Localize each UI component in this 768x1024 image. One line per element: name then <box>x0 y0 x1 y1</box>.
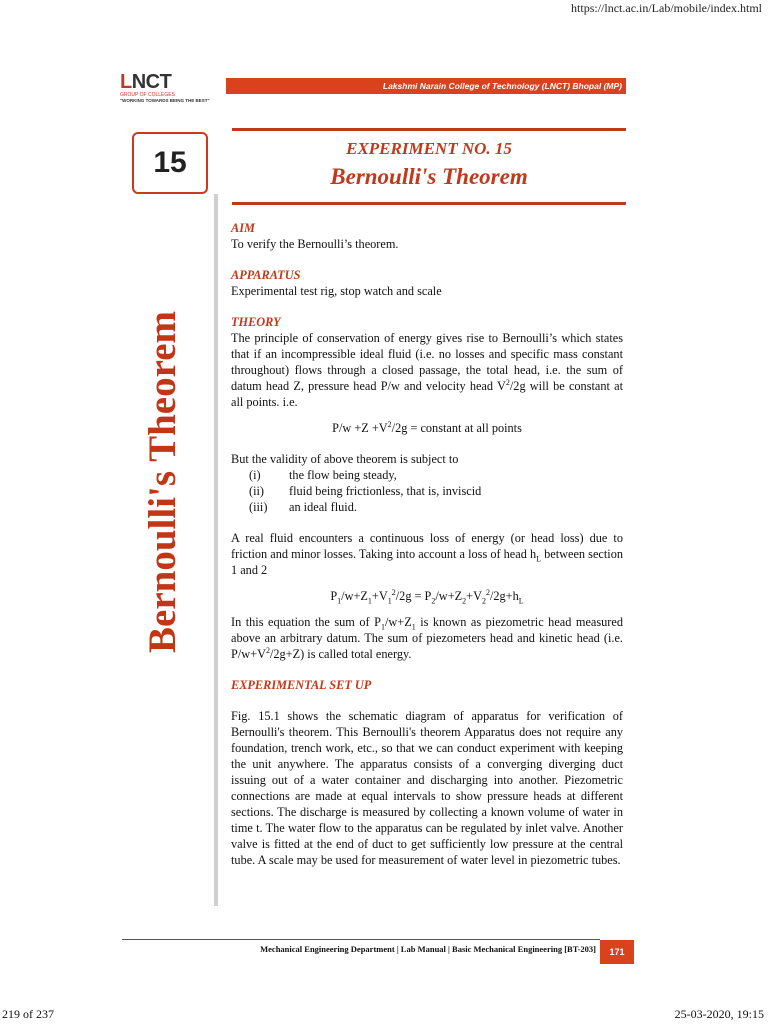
title-rule-bottom <box>232 202 626 205</box>
theory-heading: THEORY <box>231 315 281 329</box>
apparatus-heading: APPARATUS <box>231 268 301 282</box>
logo-tagline: "WORKING TOWARDS BEING THE BEST" <box>120 98 210 103</box>
experiment-title: Bernoulli's Theorem <box>330 164 528 189</box>
bernoulli-equation: $P/w +Z +V^2/2g$ = constant at all points <box>332 419 522 435</box>
footer-rule <box>122 939 600 940</box>
page-counter: 219 of 237 <box>2 1007 54 1021</box>
aim-text: To verify the Bernoulli’s theorem. <box>231 237 399 251</box>
main-content <box>231 220 623 868</box>
lnct-logo <box>120 72 228 106</box>
theory-paragraph-3: In this equation the sum of $P_1/w+Z_1$ is known as piezometric head measured above an arbitrary datum. The sum of piezometers head and kinetic head (i.e. $P/w+V^2/2g+Z$) is called total energy. <box>231 615 624 661</box>
side-vertical-title: Bernoulli's Theorem <box>141 311 184 653</box>
experiment-number-badge: 15 <box>132 132 208 194</box>
footer-department-text: Mechanical Engineering Department | Lab Manual | Basic Mechanical Engineering [BT-203] <box>260 944 596 954</box>
setup-paragraph: Fig. 15.1 shows the schematic diagram of apparatus for verification of Bernoulli's theorem. This Bernoulli's theorem Apparatus does not require any foundation, trench work, etc., so that we can conduct experiment with keeping the unit anywhere. The apparatus consists of a converging diverging duct issuing out of a water container and discharging into another. Piezometric connections are made at equal intervals to show pressure heads at different sections. The discharge is measured by collecting a known volume of water in time t. The water flow to the apparatus can be regulated by inlet valve. Another valve is fitted at the end of duct to get sufficiently low pressure at the central tube. A scale may be used for measurement of water level in piezometric tubes. <box>231 709 623 867</box>
list-item: (ii) fluid being frictionless, that is, inviscid <box>249 484 482 498</box>
head-loss-equation: $P_1/w+Z_1+V_1^2/2g = P_2/w+Z_2+V_2^2/2g+h_L$ <box>330 587 524 606</box>
theory-paragraph-2: A real fluid encounters a continuous loss of energy (or head loss) due to friction and minor losses. Taking into account a loss of head $h_L$ between section 1 and 2 <box>231 531 624 577</box>
title-rule-top <box>232 128 626 131</box>
institute-banner: Lakshmi Narain College of Technology (LNCT) Bhopal (MP) <box>226 78 626 94</box>
list-item: (i) the flow being steady, <box>249 468 397 482</box>
logo-letters-nct: NCT <box>131 71 172 93</box>
validity-intro: But the validity of above theorem is subject to <box>231 452 459 466</box>
theory-paragraph-1: The principle of conservation of energy gives rise to Bernoulli’s which states that if an incompressible ideal fluid (i.e. no losses and specific mass constant throughout) flows through a closed passage, the total head, i.e. the sum of datum head Z, pressure head P/w and velocity head $V^2/2g$ will be constant at all points. i.e. <box>231 331 623 409</box>
print-timestamp: 25-03-2020, 19:15 <box>674 1007 764 1021</box>
apparatus-text: Experimental test rig, stop watch and scale <box>231 284 442 298</box>
conditions-list <box>231 467 623 515</box>
side-divider <box>214 194 218 906</box>
list-item: (iii) an ideal fluid. <box>249 500 357 514</box>
page-number-badge: 171 <box>600 940 634 964</box>
logo-subtitle: GROUP OF COLLEGES <box>120 92 175 98</box>
page-url: https://lnct.ac.in/Lab/mobile/index.html <box>571 1 762 15</box>
setup-heading: EXPERIMENTAL SET UP <box>231 678 372 692</box>
logo-letter-l: L <box>120 71 132 93</box>
experiment-number-heading: EXPERIMENT NO. 15 <box>346 139 512 158</box>
aim-heading: AIM <box>231 221 255 235</box>
